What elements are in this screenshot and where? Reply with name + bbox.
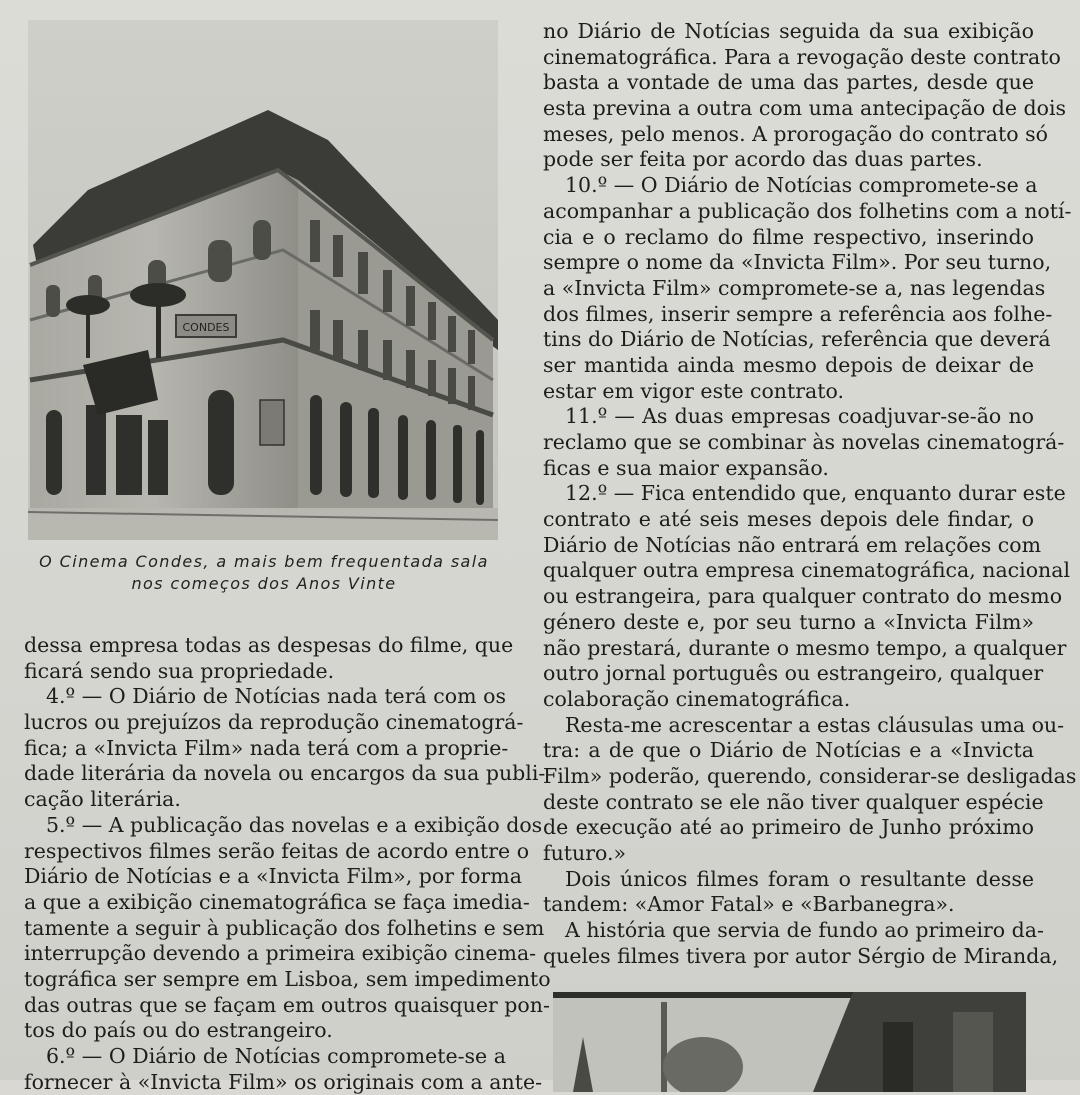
cinema-condes-photo: [28, 20, 498, 540]
text-line: futuro.»: [543, 841, 627, 865]
text-line: ser mantida ainda mesmo depois de deixar de: [543, 352, 1034, 377]
text-line: meses, pelo menos. A prorogação do contrato só: [543, 121, 1048, 146]
text-line: ficará sendo sua propriedade.: [24, 658, 335, 683]
text-line: acompanhar a publicação dos folhetins com a notí-: [543, 198, 1072, 223]
text-line: Diário de Notícias não entrará em relações com: [543, 532, 1042, 557]
text-line: no Diário de Notícias seguida da sua exibição: [543, 19, 1034, 43]
text-line: esta previna a outra com uma antecipação de dois: [543, 96, 1067, 121]
text-line: 11.º — As duas empresas coadjuvar-se-ão no: [565, 404, 1034, 429]
text-line: 5.º — A publicação das novelas e a exibição dos: [46, 812, 543, 837]
text-line: outro jornal português ou estrangeiro, qualquer: [543, 661, 1044, 686]
left-text-column: [24, 633, 551, 1095]
text-line: contrato e até seis meses depois dele findar, o: [543, 507, 1034, 532]
text-line: tamente a seguir à publicação dos folhetins e sem: [24, 915, 545, 940]
text-line: dos filmes, inserir sempre a referência aos folhe-: [543, 301, 1053, 326]
text-line: tins do Diário de Notícias, referência que deverá: [543, 327, 1051, 352]
text-line: pode ser feita por acordo das duas partes.: [543, 147, 983, 172]
text-line: Resta-me acrescentar a estas cláusulas uma ou-: [565, 712, 1065, 737]
text-line: respectivos filmes serão feitas de acordo entre o: [24, 838, 530, 863]
text-line: não prestará, durante o mesmo tempo, a qualquer: [543, 635, 1067, 660]
text-line: lucros ou prejuízos da reprodução cinematográ-: [24, 710, 524, 735]
text-line: sempre o nome da «Invicta Film». Por seu turno,: [543, 250, 1052, 275]
text-line: tos do país ou do estrangeiro.: [24, 1018, 333, 1043]
text-line: das outras que se façam em outros quaisquer pon-: [24, 992, 550, 1017]
text-line: cação literária.: [24, 787, 181, 812]
text-line: A história que servia de fundo ao primeiro da-: [565, 918, 1044, 943]
second-photo-fragment: [553, 992, 1026, 1092]
text-line: Film» poderão, querendo, considerar-se desligadas: [543, 763, 1077, 788]
text-line: 10.º — O Diário de Notícias compromete-se a: [565, 173, 1038, 198]
caption-line: O Cinema Condes, a mais bem frequentada sala: [39, 552, 489, 571]
condes-sign: CONDES: [182, 321, 230, 334]
text-line: deste contrato se ele não tiver qualquer espécie: [543, 789, 1044, 814]
text-line: queles filmes tivera por autor Sérgio de Miranda,: [543, 943, 1059, 968]
text-line: colaboração cinematográfica.: [543, 686, 851, 711]
text-line: fica; a «Invicta Film» nada terá com a proprie-: [24, 735, 509, 760]
text-line: fornecer à «Invicta Film» os originais com a ante-: [24, 1069, 543, 1094]
text-line: a que a exibição cinematográfica se faça imedia-: [24, 889, 530, 914]
text-line: a «Invicta Film» compromete-se a, nas legendas: [543, 275, 1046, 300]
text-line: qualquer outra empresa cinematográfica, nacional: [543, 558, 1071, 583]
text-line: 12.º — Fica entendido que, enquanto durar este: [565, 481, 1066, 506]
text-line: tográfica ser sempre em Lisboa, sem impedimento: [24, 966, 551, 991]
text-line: ou estrangeira, para qualquer contrato do mesmo: [543, 584, 1063, 609]
text-line: dessa empresa todas as despesas do filme, que: [24, 633, 514, 657]
text-line: cia e o reclamo do filme respectivo, inserindo: [543, 224, 1034, 249]
caption-line: nos começos dos Anos Vinte: [131, 574, 397, 593]
text-line: 6.º — O Diário de Notícias compromete-se a: [46, 1044, 506, 1068]
text-line: Dois únicos filmes foram o resultante desse: [565, 866, 1034, 891]
text-line: basta a vontade de uma das partes, desde que: [543, 70, 1034, 95]
text-line: de execução até ao primeiro de Junho próximo: [543, 815, 1034, 840]
text-line: género deste e, por seu turno a «Invicta Film»: [543, 609, 1034, 634]
text-line: 4.º — O Diário de Notícias nada terá com os: [46, 684, 506, 709]
text-line: reclamo que se combinar às novelas cinematográ-: [543, 430, 1065, 454]
photo-caption: [22, 551, 506, 595]
text-line: dade literária da novela ou encargos da sua publi-: [24, 761, 546, 786]
text-line: tra: a de que o Diário de Notícias e a «Invicta: [543, 738, 1034, 763]
text-line: tandem: «Amor Fatal» e «Barbanegra».: [543, 892, 955, 917]
text-line: ficas e sua maior expansão.: [543, 455, 829, 480]
text-line: interrupção devendo a primeira exibição cinema-: [24, 941, 537, 966]
text-line: Diário de Notícias e a «Invicta Film», por forma: [24, 864, 522, 889]
text-line: estar em vigor este contrato.: [543, 378, 844, 403]
text-line: cinematográfica. Para a revogação deste contrato: [543, 44, 1061, 69]
right-text-column: [543, 19, 1077, 969]
